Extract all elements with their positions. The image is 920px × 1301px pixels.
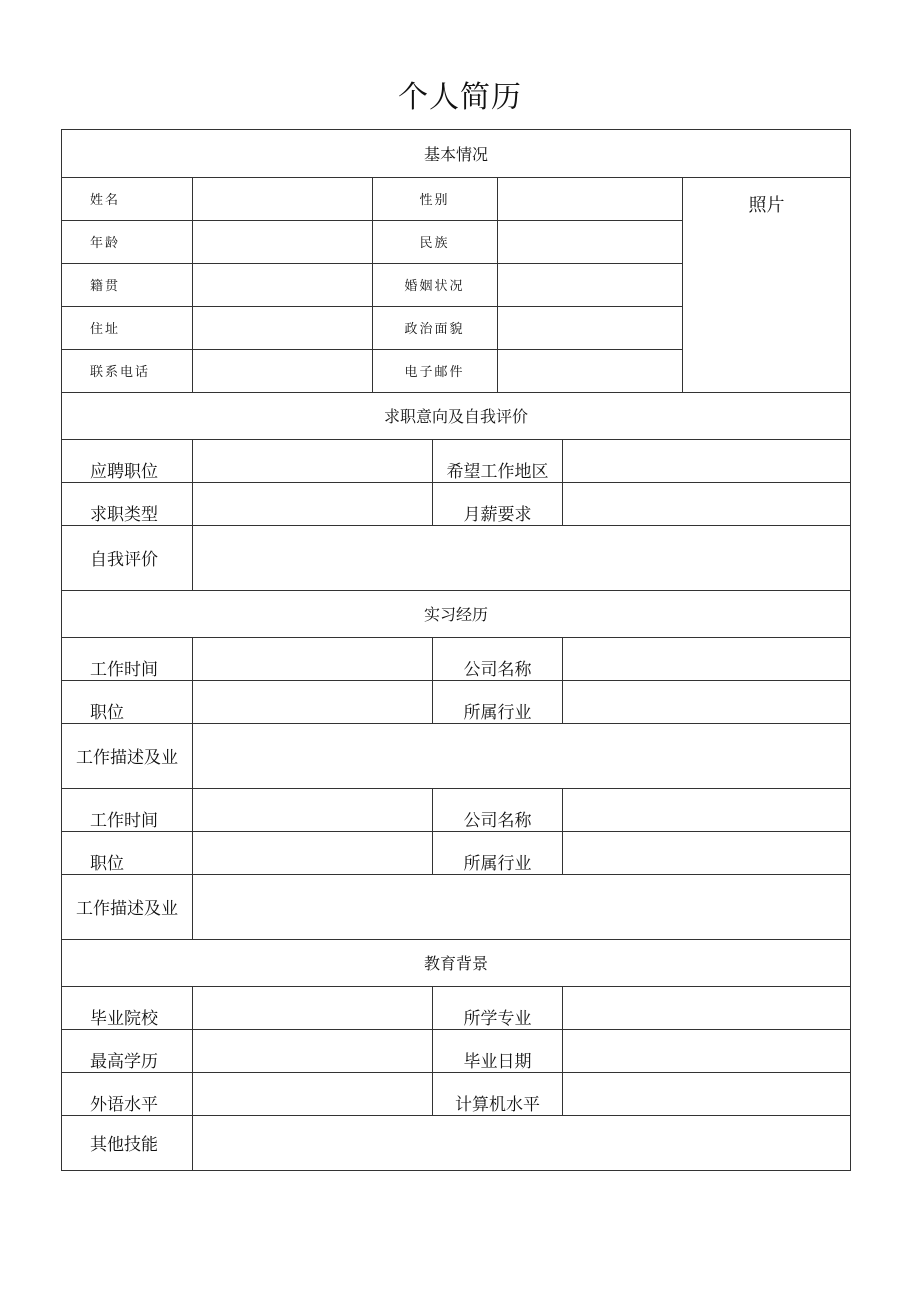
label-industry-1: 所属行业 bbox=[463, 702, 532, 723]
address-field[interactable] bbox=[193, 307, 372, 349]
company-field-2[interactable] bbox=[563, 789, 850, 831]
label-address: 住址 bbox=[90, 322, 121, 337]
skills-field[interactable] bbox=[193, 1116, 850, 1170]
section-header-job: 求职意向及自我评价 bbox=[383, 407, 528, 426]
industry-field-1[interactable] bbox=[563, 681, 850, 723]
major-field[interactable] bbox=[563, 987, 850, 1029]
label-school: 毕业院校 bbox=[90, 1008, 158, 1029]
label-name: 姓名 bbox=[90, 193, 121, 208]
label-gender: 性别 bbox=[419, 193, 450, 208]
label-position: 应聘职位 bbox=[90, 461, 158, 482]
position-field[interactable] bbox=[193, 440, 432, 482]
photo-label: 照片 bbox=[748, 195, 785, 216]
label-grad-date: 毕业日期 bbox=[463, 1051, 532, 1072]
school-field[interactable] bbox=[193, 987, 432, 1029]
region-field[interactable] bbox=[563, 440, 850, 482]
gender-field[interactable] bbox=[498, 178, 682, 220]
page-title: 个人简历 bbox=[398, 80, 522, 115]
post-field-1[interactable] bbox=[193, 681, 432, 723]
political-status-field[interactable] bbox=[498, 307, 682, 349]
label-work-desc-1: 工作描述及业 bbox=[76, 748, 178, 768]
label-job-type: 求职类型 bbox=[90, 504, 158, 525]
work-time-field-2[interactable] bbox=[193, 789, 432, 831]
label-company-2: 公司名称 bbox=[463, 810, 532, 831]
salary-field[interactable] bbox=[563, 483, 850, 525]
language-field[interactable] bbox=[193, 1073, 432, 1115]
label-language: 外语水平 bbox=[90, 1094, 158, 1115]
ethnicity-field[interactable] bbox=[498, 221, 682, 263]
label-phone: 联系电话 bbox=[90, 365, 151, 380]
label-degree: 最高学历 bbox=[90, 1051, 158, 1072]
native-place-field[interactable] bbox=[193, 264, 372, 306]
label-skills: 其他技能 bbox=[90, 1135, 158, 1155]
name-field[interactable] bbox=[193, 178, 372, 220]
marital-status-field[interactable] bbox=[498, 264, 682, 306]
label-work-time-1: 工作时间 bbox=[90, 659, 158, 680]
self-eval-field[interactable] bbox=[193, 526, 850, 590]
phone-field[interactable] bbox=[193, 350, 372, 392]
label-work-desc-2: 工作描述及业 bbox=[76, 899, 178, 919]
label-ethnicity: 民族 bbox=[419, 236, 450, 251]
post-field-2[interactable] bbox=[193, 832, 432, 874]
label-self-eval: 自我评价 bbox=[90, 550, 158, 570]
label-marital-status: 婚姻状况 bbox=[404, 279, 465, 294]
section-header-intern: 实习经历 bbox=[423, 605, 488, 624]
age-field[interactable] bbox=[193, 221, 372, 263]
label-email: 电子邮件 bbox=[404, 365, 465, 380]
photo-area[interactable] bbox=[683, 219, 850, 392]
resume-form bbox=[61, 129, 851, 1171]
grad-date-field[interactable] bbox=[563, 1030, 850, 1072]
label-region: 希望工作地区 bbox=[446, 461, 549, 482]
label-salary: 月薪要求 bbox=[463, 504, 532, 525]
label-political-status: 政治面貌 bbox=[404, 322, 465, 337]
label-work-time-2: 工作时间 bbox=[90, 810, 158, 831]
label-computer: 计算机水平 bbox=[455, 1094, 540, 1115]
label-post-2: 职位 bbox=[90, 853, 124, 874]
label-company-1: 公司名称 bbox=[463, 659, 532, 680]
job-type-field[interactable] bbox=[193, 483, 432, 525]
label-industry-2: 所属行业 bbox=[463, 853, 532, 874]
degree-field[interactable] bbox=[193, 1030, 432, 1072]
email-field[interactable] bbox=[498, 350, 682, 392]
label-major: 所学专业 bbox=[463, 1008, 532, 1029]
company-field-1[interactable] bbox=[563, 638, 850, 680]
label-post-1: 职位 bbox=[90, 702, 124, 723]
label-age: 年龄 bbox=[90, 236, 121, 251]
section-header-edu: 教育背景 bbox=[423, 954, 488, 973]
section-header-basic: 基本情况 bbox=[423, 144, 488, 164]
work-desc-field-2[interactable] bbox=[193, 875, 850, 939]
work-desc-field-1[interactable] bbox=[193, 724, 850, 788]
industry-field-2[interactable] bbox=[563, 832, 850, 874]
computer-field[interactable] bbox=[563, 1073, 850, 1115]
label-native-place: 籍贯 bbox=[90, 279, 121, 294]
work-time-field-1[interactable] bbox=[193, 638, 432, 680]
